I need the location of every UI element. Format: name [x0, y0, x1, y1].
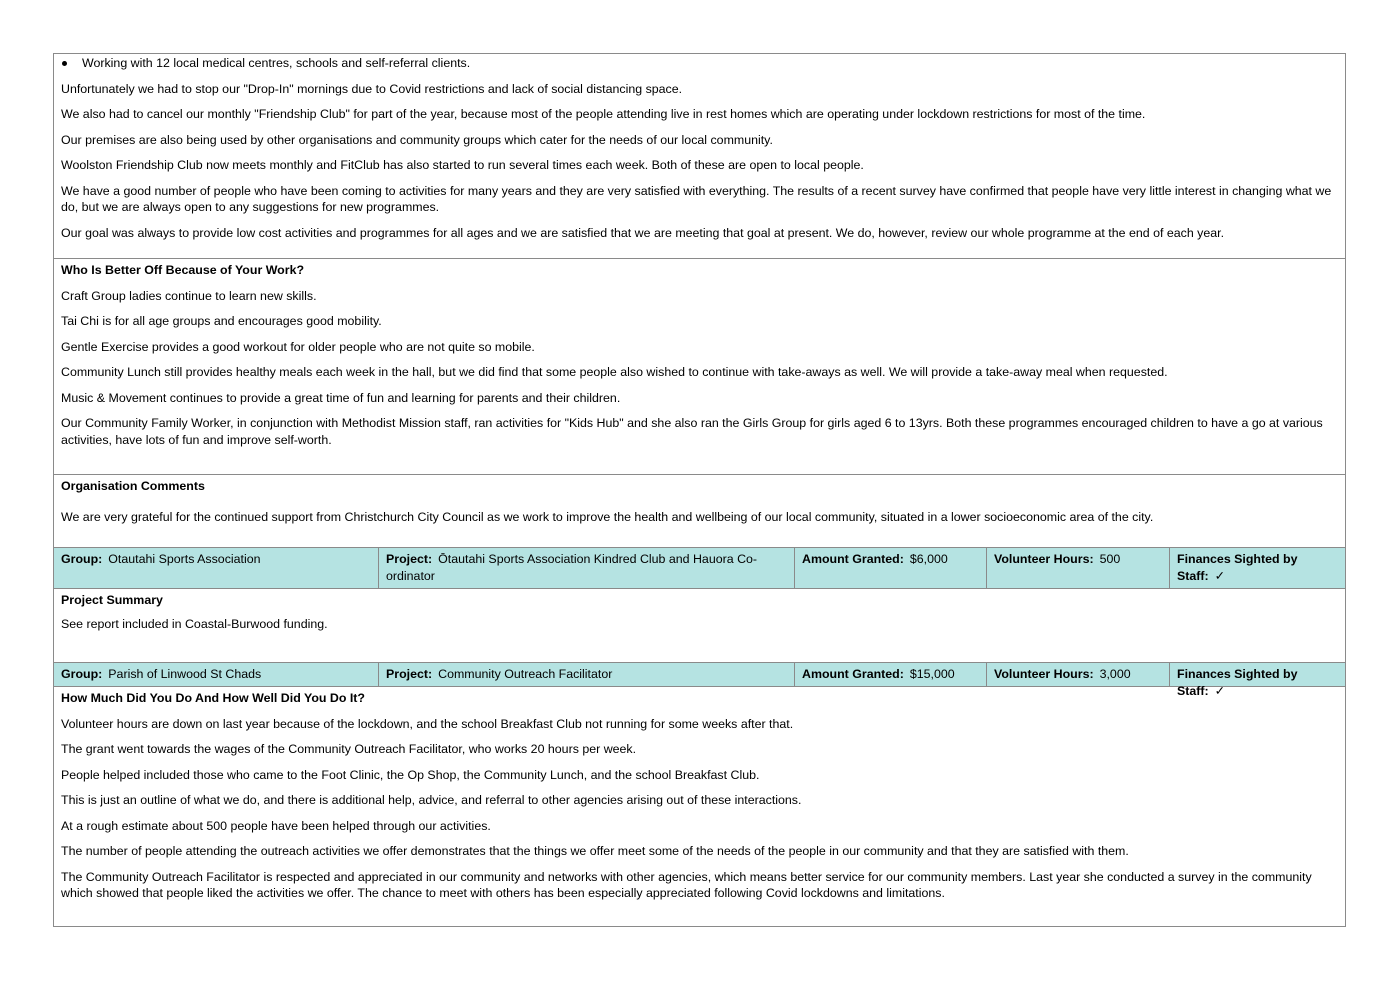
paragraph: Music & Movement continues to provide a great time of fun and learning for parents and their children.	[61, 390, 621, 405]
paragraph: The Community Outreach Facilitator is respected and appreciated in our community and networks with other agencies, which means better service for our community members. Last year she conducted a survey in the community which showed that people liked the activities we offer. The chance to meet with others has been especially appreciated following Covid lockdowns and limitations.	[61, 869, 1312, 900]
paragraph: Our Community Family Worker, in conjunction with Methodist Mission staff, ran activities for "Kids Hub" and she also ran the Girls Group for girls aged 6 to 13yrs. Both these programmes encouraged children to have a go at various activities, have lots of fun and improve self-worth.	[61, 416, 1323, 447]
group-value: Otautahi Sports Association	[108, 552, 261, 566]
paragraph: Unfortunately we had to stop our "Drop-In" mornings due to Covid restrictions and lack of social distancing space.	[61, 81, 683, 96]
finances-cell	[1169, 548, 1345, 588]
paragraph: This is just an outline of what we do, and there is additional help, advice, and referral to other agencies arising out of these interactions.	[61, 793, 802, 807]
hours-value: 500	[1099, 552, 1121, 566]
hours-label: Volunteer Hours:	[994, 552, 1094, 566]
hours-cell	[986, 548, 1169, 588]
paragraph: Volunteer hours are down on last year because of the lockdown, and the school Breakfast Club not running for some weeks after that.	[61, 716, 794, 731]
hours-value: 3,000	[1099, 667, 1131, 681]
paragraph: See report included in Coastal-Burwood funding.	[61, 616, 328, 631]
paragraph: Woolston Friendship Club now meets monthly and FitClub has also started to run several times each week. Both of these are open to local people.	[61, 158, 864, 172]
finances-label: Finances Sighted by Staff:	[1177, 667, 1298, 698]
project-cell	[378, 548, 794, 588]
section-heading: Who Is Better Off Because of Your Work?	[61, 263, 305, 277]
paragraph: We are very grateful for the continued support from Christchurch City Council as we work to improve the health and wellbeing of our local community, situated in a lower socioeconomic area of the city.	[61, 509, 1154, 524]
amount-cell	[794, 548, 986, 588]
finances-cell	[1169, 663, 1345, 698]
paragraph: Craft Group ladies continue to learn new skills.	[61, 288, 317, 303]
paragraph: The grant went towards the wages of the Community Outreach Facilitator, who works 20 hours per week.	[61, 742, 637, 756]
checkmark-icon: ✓	[1214, 683, 1226, 698]
project-summary-section	[54, 588, 1345, 662]
project-label: Project:	[386, 667, 433, 681]
hours-cell	[986, 663, 1169, 686]
section-heading: Organisation Comments	[61, 479, 205, 493]
project-value: Community Outreach Facilitator	[438, 667, 613, 681]
group-label: Group:	[61, 552, 103, 566]
group-label: Group:	[61, 667, 103, 681]
section-heading: How Much Did You Do And How Well Did You Do It?	[61, 691, 366, 705]
organisation-comments-section	[54, 474, 1345, 547]
finances-label: Finances Sighted by Staff:	[1177, 552, 1298, 583]
amount-cell	[794, 663, 986, 686]
paragraph: Our premises are also being used by other organisations and community groups which cater for the needs of our local community.	[61, 132, 773, 147]
project-cell	[378, 663, 794, 686]
amount-value: $15,000	[909, 667, 955, 681]
paragraph: At a rough estimate about 500 people have been helped through our activities.	[61, 818, 491, 833]
group-cell	[54, 663, 378, 686]
project-value: Ōtautahi Sports Association Kindred Club and Hauora Co-ordinator	[386, 552, 758, 583]
paragraph: People helped included those who came to the Foot Clinic, the Op Shop, the Community Lunch, and the school Breakfast Club.	[61, 767, 760, 782]
checkmark-icon: ✓	[1214, 568, 1226, 583]
section-heading: Project Summary	[61, 593, 163, 607]
paragraph: Tai Chi is for all age groups and encourages good mobility.	[61, 314, 382, 328]
paragraph: Our goal was always to provide low cost activities and programmes for all ages and we are satisfied that we are meeting that goal at present. We do, however, review our whole programme at the end of each year.	[61, 225, 1225, 240]
amount-label: Amount Granted:	[802, 667, 904, 681]
amount-label: Amount Granted:	[802, 552, 904, 566]
paragraph: Gentle Exercise provides a good workout for older people who are not quite so mobile.	[61, 339, 535, 354]
continued-section	[54, 54, 1345, 258]
group-cell	[54, 548, 378, 588]
outcomes-section	[54, 258, 1345, 474]
hours-label: Volunteer Hours:	[994, 667, 1094, 681]
paragraph: We have a good number of people who have been coming to activities for many years and they are very satisfied with everything. The results of a recent survey have confirmed that people have very little interest in changing what we do, but we are always open to any suggestions for new programmes.	[61, 183, 1332, 214]
outputs-section	[54, 683, 1345, 926]
paragraph: Community Lunch still provides healthy meals each week in the hall, but we did find that some people also wished to continue with take-aways as well. We will provide a take-away meal when requested.	[61, 365, 1168, 379]
bullet-item: Working with 12 local medical centres, schools and self-referral clients.	[61, 55, 1338, 72]
paragraph: We also had to cancel our monthly "Friendship Club" for part of the year, because most of the people attending live in rest homes which are operating under lockdown restrictions for most of the time.	[61, 107, 1146, 121]
project-label: Project:	[386, 552, 433, 566]
amount-value: $6,000	[909, 552, 948, 566]
paragraph: The number of people attending the outreach activities we offer demonstrates that the things we offer meet some of the needs of the people in our community and that they are satisfied with them.	[61, 844, 1129, 858]
report-document	[53, 53, 1346, 927]
group-value: Parish of Linwood St Chads	[108, 667, 262, 681]
grant-header-row	[54, 547, 1345, 588]
